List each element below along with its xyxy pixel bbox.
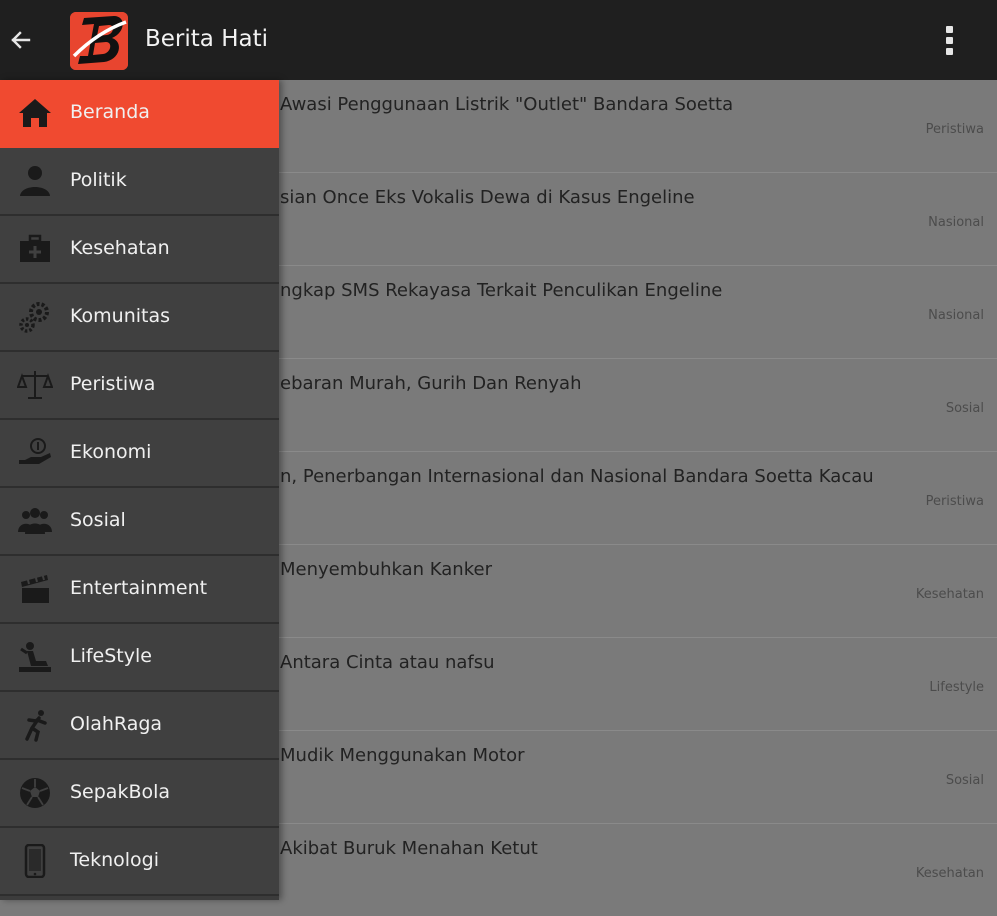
drawer-item-label: Ekonomi [70, 441, 152, 463]
news-category: Kesehatan [915, 866, 984, 881]
overflow-menu-button[interactable] [934, 22, 964, 58]
drawer-item-label: Sosial [70, 509, 126, 531]
drawer-item-ekonomi[interactable] [0, 420, 279, 488]
arrow-left-icon [8, 28, 32, 52]
drawer-item-lifestyle[interactable] [0, 624, 279, 692]
back-button[interactable] [6, 24, 34, 56]
drawer-item-label: Kesehatan [70, 237, 170, 259]
medical-kit-icon [16, 231, 54, 267]
drawer-item-label: SepakBola [70, 781, 171, 803]
news-title: Akibat Buruk Menahan Ketut [280, 838, 538, 859]
drawer-item-label: Beranda [70, 101, 150, 123]
app-bar [0, 0, 997, 80]
runner-icon [16, 707, 54, 743]
news-title: n, Penerbangan Internasional dan Nasional Bandara Soetta Kacau [280, 466, 874, 487]
news-title: Antara Cinta atau nafsu [280, 652, 495, 673]
news-title: ebaran Murah, Gurih Dan Renyah [280, 373, 582, 394]
news-title: Awasi Penggunaan Listrik "Outlet" Bandara Soetta [280, 94, 734, 115]
news-category: Sosial [945, 773, 984, 788]
news-category: Nasional [928, 215, 984, 230]
group-icon [16, 503, 54, 539]
news-title: Menyembuhkan Kanker [280, 559, 492, 580]
gears-icon [16, 299, 54, 335]
news-category: Nasional [928, 308, 984, 323]
navigation-drawer [0, 80, 279, 900]
relax-icon [16, 639, 54, 675]
drawer-item-label: Teknologi [70, 849, 159, 871]
app-logo [70, 12, 128, 70]
news-category: Kesehatan [915, 587, 984, 602]
drawer-item-beranda[interactable] [0, 80, 279, 148]
drawer-item-label: LifeStyle [70, 645, 152, 667]
news-title: Mudik Menggunakan Motor [280, 745, 525, 766]
news-category: Sosial [945, 401, 984, 416]
drawer-item-teknologi[interactable] [0, 828, 279, 896]
drawer-item-olahraga[interactable] [0, 692, 279, 760]
news-title: sian Once Eks Vokalis Dewa di Kasus Engeline [280, 187, 695, 208]
app-title: Berita Hati [145, 26, 268, 52]
drawer-item-label: OlahRaga [70, 713, 163, 735]
scales-icon [16, 367, 54, 403]
phone-icon [16, 843, 54, 879]
news-category: Lifestyle [929, 680, 984, 695]
drawer-item-label: Komunitas [70, 305, 171, 327]
drawer-item-label: Peristiwa [70, 373, 156, 395]
drawer-item-komunitas[interactable] [0, 284, 279, 352]
drawer-item-peristiwa[interactable] [0, 352, 279, 420]
drawer-item-politik[interactable] [0, 148, 279, 216]
home-icon [16, 95, 54, 131]
drawer-item-sepakbola[interactable] [0, 760, 279, 828]
money-hand-icon [16, 435, 54, 471]
drawer-item-kesehatan[interactable] [0, 216, 279, 284]
news-category: Peristiwa [925, 122, 984, 137]
news-category: Peristiwa [925, 494, 984, 509]
drawer-item-entertainment[interactable] [0, 556, 279, 624]
clapperboard-icon [16, 571, 54, 607]
soccer-ball-icon [16, 775, 54, 811]
drawer-item-sosial[interactable] [0, 488, 279, 556]
drawer-item-label: Entertainment [70, 577, 208, 599]
drawer-item-label: Politik [70, 169, 127, 191]
person-icon [16, 163, 54, 199]
news-title: ngkap SMS Rekayasa Terkait Penculikan Engeline [280, 280, 723, 301]
